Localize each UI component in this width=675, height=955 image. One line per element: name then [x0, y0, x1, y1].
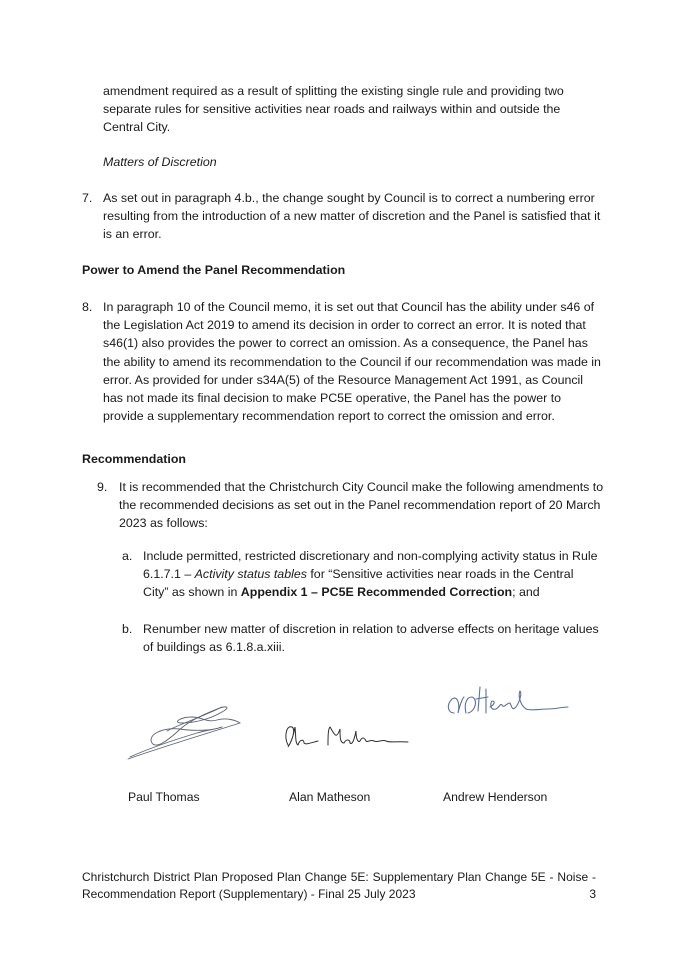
appendix-reference: Appendix 1 – PC5E Recommended Correction	[240, 585, 513, 600]
text-part: for “Sensitive activities near roads in the Central City” as shown in	[143, 567, 574, 600]
paragraph-number: 9.	[97, 480, 108, 494]
paragraph-9	[97, 478, 607, 533]
page-number: 3	[589, 887, 596, 901]
sub-item-b	[122, 620, 602, 656]
paragraph-text: In paragraph 10 of the Council memo, it is set out that Council has the ability under s46 of the Legislation Act 2019 to amend its decision in order to correct an error. It is noted that s46(1) also provides the power to correct an omission. As a consequence, the Panel has the ability to amend its recommendation to the Council if our recommendation was made in error. As provided for under s34A(5) of the Resource Management Act 1991, as Council has not made its final decision to make PC5E operative, the Panel has the power to provide a supplementary recommendation report to correct the omission and error.	[103, 300, 601, 424]
paragraph-number: 7.	[82, 191, 93, 205]
signature-paul-thomas-icon	[122, 687, 272, 772]
paragraph-text: As set out in paragraph 4.b., the change sought by Council is to correct a numbering error resulting from the introduction of a new matter of discretion and the Panel is satisfied that it is an error.	[103, 191, 601, 242]
paragraph-8	[82, 298, 602, 425]
sub-item-text: Renumber new matter of discretion in relation to adverse effects on heritage values of buildings as 6.1.8.a.xiii.	[143, 622, 599, 655]
sub-item-text	[143, 547, 602, 602]
sub-item-letter: b.	[122, 622, 133, 636]
heading-recommendation: Recommendation	[82, 452, 186, 466]
footer-line-1: Christchurch District Plan Proposed Plan Change 5E: Supplementary Plan Change 5E - Noise -	[82, 870, 596, 884]
signatory-name: Paul Thomas	[128, 790, 200, 804]
page-footer	[82, 869, 596, 903]
footer-report-title: Recommendation Report (Supplementary) - Final 25 July 2023	[82, 887, 416, 901]
signature-alan-matheson-icon	[278, 715, 428, 760]
sub-item-letter: a.	[122, 549, 133, 563]
italic-rule-title: Activity status tables	[194, 567, 307, 582]
footer-line-2	[82, 886, 596, 903]
sub-item-a	[122, 547, 602, 602]
continuation-paragraph: amendment required as a result of splitting the existing single rule and providing two separate rules for sensitive activities near roads and railways within and outside the Central City.	[103, 84, 564, 135]
paragraph-7	[82, 189, 602, 244]
signature-andrew-henderson-icon	[440, 677, 580, 732]
text-part: ; and	[512, 585, 540, 600]
paragraph-number: 8.	[82, 300, 93, 314]
text-part: Include permitted, restricted discretionary and non-complying activity status in Rule 6.1.7.1 –	[143, 549, 598, 582]
signatory-name: Alan Matheson	[289, 790, 371, 804]
subheading-matters-of-discretion: Matters of Discretion	[103, 155, 217, 169]
heading-power-to-amend: Power to Amend the Panel Recommendation	[82, 263, 346, 277]
paragraph-text: It is recommended that the Christchurch City Council make the following amendments to the recommended decisions as set out in the Panel recommendation report of 20 March 2023 as follows:	[119, 480, 604, 531]
signatory-name: Andrew Henderson	[443, 790, 548, 804]
